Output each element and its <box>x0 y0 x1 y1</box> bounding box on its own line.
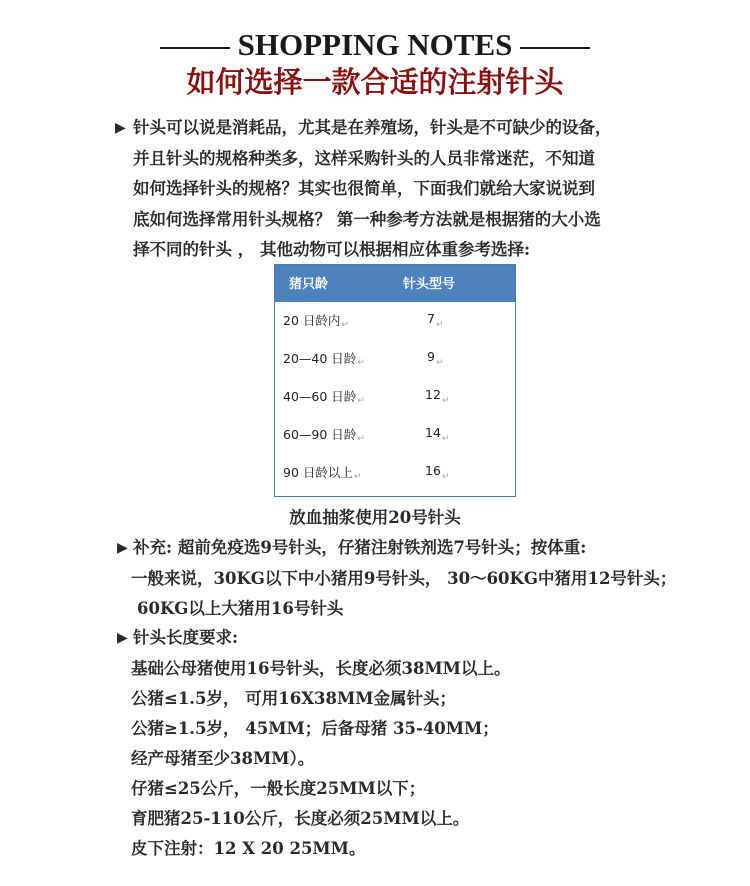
intro-line: 择不同的针头 ， 其他动物可以根据相应体重参考选择: <box>133 240 531 259</box>
table-cell-age: 20 日龄内 ↵ <box>283 313 349 330</box>
table-cell-age: 40—60 日龄 ↵ <box>283 389 365 406</box>
length-line: 皮下注射：12 X 20 25MM。 <box>131 839 366 858</box>
needle-size-table <box>274 264 516 497</box>
length-line: 育肥猪25-110公斤，长度必须25MM以上。 <box>131 809 470 828</box>
bullet-arrow-icon: ▶ <box>117 630 128 646</box>
supplement-line: 补充: 超前免疫选9号针头，仔猪注射铁剂选7号针头；按体重: <box>133 538 587 557</box>
length-line: 基础公母猪使用16号针头，长度必须38MM以上。 <box>131 659 511 678</box>
heading-rule-left <box>160 47 230 49</box>
table-cell-age: 20—40 日龄 ↵ <box>283 351 365 368</box>
intro-paragraph <box>133 113 693 266</box>
heading-title: SHOPPING NOTES <box>237 27 513 62</box>
bullet-arrow-icon: ▶ <box>115 120 126 136</box>
table-cell-age: 90 日龄以上 ↵ <box>283 465 362 482</box>
table-header-age: 猪只龄 <box>289 277 329 292</box>
table-cell-needle: 14 ↵ <box>425 425 450 444</box>
table-header <box>275 265 515 302</box>
intro-line: 如何选择针头的规格？其实也很简单，下面我们就给大家说说到 <box>133 179 595 198</box>
length-line: 经产母猪至少38MM）。 <box>131 749 315 768</box>
supplement-line: 一般来说，30KG以下中小猪用9号针头， 30～60KG中猪用12号针头； <box>131 569 677 588</box>
intro-line: 并且针头的规格种类多，这样采购针头的人员非常迷茫，不知道 <box>133 148 595 168</box>
table-row <box>275 302 515 340</box>
length-line: 仔猪≤25公斤，一般长度25MM以下； <box>131 779 426 798</box>
page-heading <box>0 28 750 62</box>
table-caption: 放血抽浆使用20号针头 <box>289 508 461 527</box>
intro-line: 针头可以说是消耗品，尤其是在养殖场，针头是不可缺少的设备， <box>133 118 612 137</box>
intro-line: 底如何选择常用针头规格？ 第一种参考方法就是根据猪的大小选 <box>133 209 601 229</box>
table-cell-needle: 9 ↵ <box>427 349 444 368</box>
table-row <box>275 454 515 492</box>
length-line: 公猪≤1.5岁， 可用16X38MM金属针头； <box>131 689 457 708</box>
table-row <box>275 378 515 416</box>
length-line: 公猪≥1.5岁， 45MM；后备母猪 35-40MM； <box>131 719 499 738</box>
page-subtitle: 如何选择一款合适的注射针头 <box>186 65 564 99</box>
table-cell-needle: 12 ↵ <box>425 387 450 406</box>
supplement-line: 60KG以上大猪用16号针头 <box>137 599 344 618</box>
heading-rule-right <box>520 47 590 49</box>
table-cell-age: 60—90 日龄 ↵ <box>283 427 365 444</box>
table-row <box>275 340 515 378</box>
length-section-title: 针头长度要求: <box>133 628 239 647</box>
table-cell-needle: 16 ↵ <box>425 463 450 482</box>
table-row <box>275 416 515 454</box>
bullet-arrow-icon: ▶ <box>117 540 128 556</box>
table-cell-needle: 7 ↵ <box>427 311 444 330</box>
table-header-needle: 针头型号 <box>403 277 456 292</box>
